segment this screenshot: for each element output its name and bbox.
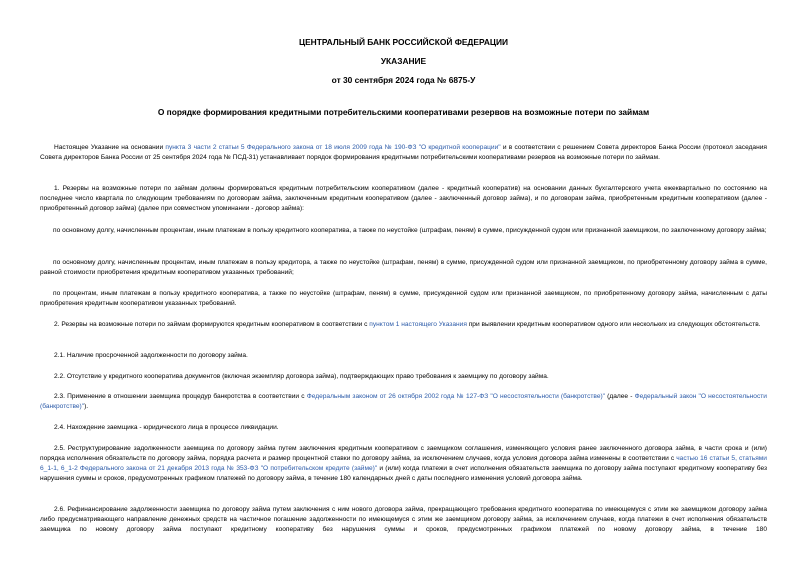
paragraph-2: 2. Резервы на возможные потери по займам формируются кредитным кооперативом в соответствии с пунктом 1 настоящего Указания при выявлении кредитным кооперативом одного или нескольких из следующих обстоятельств.: [54, 321, 761, 328]
law-190-fz-link[interactable]: пункта 3 части 2 статьи 5 Федерального закона от 18 июля 2009 года № 190-ФЗ "О кредитной кооперации": [165, 144, 501, 151]
intro-paragraph: Настоящее Указание на основании пункта 3 части 2 статьи 5 Федерального закона от 18 июля 2009 года № 190-ФЗ "О кредитной кооперации" и в соответствии с решением Совета директоров Банка России (протокол заседания Совета директоров Банка России от 25 сентября 2024 года № ПСД-31) устанавливает порядок формирования кредитными потребительскими кооперативами резервов на возможные потери по займам.: [40, 144, 767, 162]
issuer-heading: ЦЕНТРАЛЬНЫЙ БАНК РОССИЙСКОЙ ФЕДЕРАЦИИ: [298, 37, 509, 47]
paragraph-1-item-a: по основному долгу, начисленным процентам, иным платежам в пользу кредитного кооператива, а также по неустойке (штрафам, пеням) в сумме, присужденной судом или признанной заемщиком, по заключенному договору займа;: [53, 227, 767, 234]
document-title: О порядке формирования кредитными потребительскими кооперативами резервов на возможные потери по займам: [157, 107, 650, 117]
paragraph-1: 1. Резервы на возможные потери по займам должны формироваться кредитным потребительским кооперативом (далее - кредитный кооператив) на основании данных бухгалтерского учета ежеквартально по состоянию на последнее число квартала по следующим требованиям по договорам займа, заключенным кредитным кооперативом (далее - заключенный договор займа), и по договорам займа, приобретенным кредитным кооперативом (далее - приобретенный договор займа) (далее при совместном упоминании - договор займа):: [40, 185, 767, 213]
paragraph-2-2: 2.2. Отсутствие у кредитного кооператива документов (включая экземпляр договора займа), подтверждающих право требования к заемщику по договору займа.: [54, 373, 549, 380]
document-date-number: от 30 сентября 2024 года № 6875-У: [331, 75, 476, 85]
law-127-fz-link[interactable]: Федеральным законом от 26 октября 2002 года № 127-ФЗ "О несостоятельности (банкротстве)": [306, 393, 606, 400]
bankruptcy-law-link[interactable]: Федеральный закон "О несостоятельности (банкротстве)": [40, 393, 767, 411]
paragraph-2-1: 2.1. Наличие просроченной задолженности по договору займа.: [54, 352, 248, 359]
paragraph-2-5: 2.5. Реструктурирование задолженности заемщика по договору займа путем заключения кредитным кооперативом с заемщиком соглашения, изменяющего условия ранее заключенного договора займа, в части срока и (или) порядка исполнения обязательств по договору займа, порядка расчета и размер процентной ставки по договору займа, за исключением случаев, когда условия договора займа изменены в соответствии с частью 16 статьи 5, статьями 6_1-1, 6_1-2 Федерального закона от 21 декабря 2013 года № 353-ФЗ "О потребительском кредите (займе)" и (или) когда платежи в счет исполнения обязательств заемщика по договору займа поступают кредитному кооперативу без нарушения суммы и сроков, предусмотренных графиком платежей по договору займа, в течение 180 календарных дней с даты последнего изменения условий договора займа.: [40, 445, 767, 483]
document-type-heading: УКАЗАНИЕ: [380, 56, 427, 66]
paragraph-1-item-c: по процентам, иным платежам в пользу кредитного кооператива, а также по неустойке (штрафам, пеням) в сумме, присужденной судом или признанной заемщиком, по приобретенному договору займа, начисленным с даты приобретения кредитным кооперативом указанных требований.: [40, 290, 767, 308]
paragraph-2-4: 2.4. Нахождение заемщика - юридического лица в процессе ликвидации.: [54, 424, 279, 431]
paragraph-2-6: 2.6. Рефинансирование задолженности заемщика по договору займа путем заключения с ним нового договора займа, прекращающего требования кредитного кооператива по имеющемуся с этим же заемщиком договору займа либо предусматривающего направление денежных средств на частичное погашение задолженности по имеющемуся с этим же заемщиком договору займа, за исключением случаев, когда платежи в счет исполнения обязательств заемщика по новому договору займа поступают кредитному кооперативу без нарушения суммы и сроков, предусмотренных графиком платежей по новому договору займа, в течение 180: [40, 506, 767, 534]
point-1-link[interactable]: пунктом 1 настоящего Указания: [369, 321, 467, 328]
paragraph-2-3: 2.3. Применение в отношении заемщика процедур банкротства в соответствии с Федеральным законом от 26 октября 2002 года № 127-ФЗ "О несостоятельности (банкротстве)" (далее - Федеральный закон "О несостоятельности (банкротстве)").: [40, 393, 767, 411]
law-353-fz-link[interactable]: частью 16 статьи 5, статьями 6_1-1, 6_1-2 Федерального закона от 21 декабря 2013 года № 353-ФЗ "О потребительском кредите (займе)": [40, 455, 767, 473]
paragraph-1-item-b: по основному долгу, начисленным процентам, иным платежам в пользу кредитора, а также по неустойке (штрафам, пеням) в сумме, присужденной судом или признанной заемщиком, по приобретенному договору займа в сумме, равной стоимости приобретения кредитным кооперативом указанных требований;: [40, 259, 767, 277]
